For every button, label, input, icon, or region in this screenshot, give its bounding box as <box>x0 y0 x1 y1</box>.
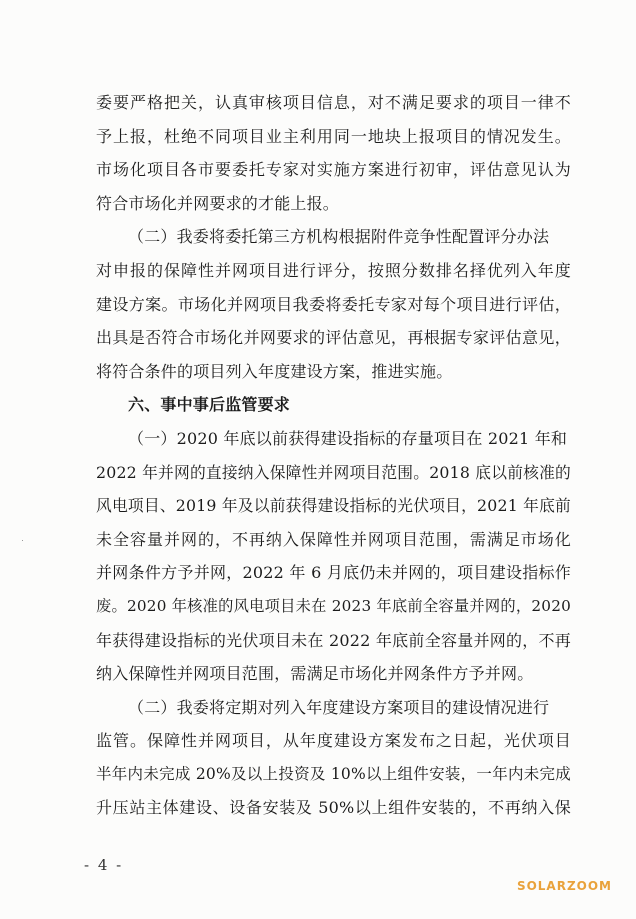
scan-artifact <box>22 540 23 541</box>
section-heading: 六、事中事后监管要求 <box>128 395 291 415</box>
body-line: 年获得建设指标的光伏项目未在 2022 年底前全容量并网的，不再 <box>96 630 571 650</box>
body-line: 予上报，杜绝不同项目业主利用同一地块上报项目的情况发生。 <box>96 126 571 146</box>
body-line: 符合市场化并网要求的才能上报。 <box>96 193 340 213</box>
body-line: 将符合条件的项目列入年度建设方案，推进实施。 <box>96 361 453 381</box>
body-line: 对申报的保障性并网项目进行评分，按照分数排名择优列入年度 <box>96 260 571 280</box>
paragraph-first-line: （二）我委将委托第三方机构根据附件竞争性配置评分办法 <box>128 227 550 247</box>
document-body <box>96 86 571 825</box>
body-line: 2022 年并网的直接纳入保障性并网项目范围。2018 底以前核准的 <box>96 462 571 482</box>
body-line: 出具是否符合市场化并网要求的评估意见，再根据专家评估意见， <box>96 328 571 348</box>
watermark-logo: SOLARZOOM <box>516 879 612 893</box>
body-line: 纳入保障性并网项目范围，需满足市场化并网条件方予并网。 <box>96 664 534 684</box>
body-line: 未全容量并网的，不再纳入保障性并网项目范围，需满足市场化 <box>96 529 571 549</box>
body-line: 半年内未完成 20%及以上投资及 10%以上组件安装，一年内未完成 <box>96 764 571 783</box>
body-line: 并网条件方予并网，2022 年 6 月底仍未并网的，项目建设指标作 <box>96 563 571 583</box>
body-line: 废。2020 年核准的风电项目未在 2023 年底前全容量并网的，2020 <box>96 596 571 615</box>
paragraph-first-line: （二）我委将定期对列入年度建设方案项目的建设情况进行 <box>128 697 550 717</box>
body-line: 建设方案。市场化并网项目我委将委托专家对每个项目进行评估， <box>96 294 571 314</box>
body-line: 市场化项目各市要委托专家对实施方案进行初审，评估意见认为 <box>96 160 571 180</box>
paragraph-first-line: （一）2020 年底以前获得建设指标的存量项目在 2021 年和 <box>128 428 568 448</box>
body-line: 委要严格把关，认真审核项目信息，对不满足要求的项目一律不 <box>96 93 571 112</box>
body-line: 风电项目、2019 年及以前获得建设指标的光伏项目，2021 年底前 <box>96 496 571 516</box>
body-line: 升压站主体建设、设备安装及 50%以上组件安装的，不再纳入保 <box>96 798 571 818</box>
body-line: 监管。保障性并网项目，从年度建设方案发布之日起，光伏项目 <box>96 731 571 751</box>
page-number: - 4 - <box>84 856 124 874</box>
